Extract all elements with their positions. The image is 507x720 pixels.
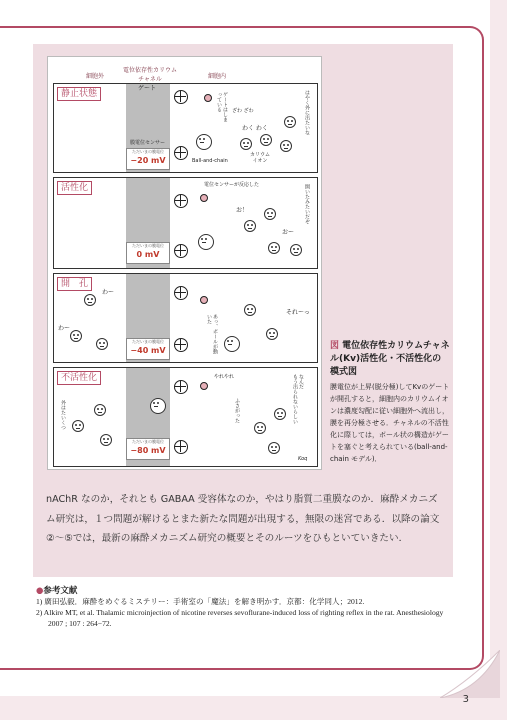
panel-label-resting: 静止状態 bbox=[57, 87, 101, 101]
k-ion-icon bbox=[70, 330, 82, 342]
gate-wheel-icon bbox=[174, 194, 188, 208]
references-section bbox=[36, 584, 456, 629]
references-heading-text: 参考文献 bbox=[43, 586, 78, 596]
k-ion-icon bbox=[266, 328, 278, 340]
k-ion-icon bbox=[240, 138, 252, 150]
note-ball-moved: あっ、ボールが動いた bbox=[206, 314, 218, 354]
voltage-caption: ただいまの膜電位 bbox=[132, 339, 164, 344]
panel-inactivated bbox=[53, 367, 318, 467]
note-yareyare: やれやれ bbox=[214, 374, 235, 380]
k-ion-icon bbox=[100, 434, 112, 446]
voltage-caption: ただいまの膜電位 bbox=[132, 149, 164, 154]
voltage-value: −40 mV bbox=[130, 346, 166, 355]
note-potassium: カリウム イオン bbox=[250, 152, 270, 164]
caption-title bbox=[330, 340, 450, 379]
panel-resting bbox=[53, 83, 318, 173]
col-outside-label: 細胞外 bbox=[86, 73, 105, 80]
panel-label-open: 開 孔 bbox=[57, 277, 92, 291]
note-opened: 開いたみたいだぞ bbox=[304, 184, 310, 224]
voltage-value: 0 mV bbox=[136, 250, 160, 259]
caption-mark: 図 bbox=[330, 341, 340, 351]
ball-face-icon bbox=[224, 336, 240, 352]
note-sore: それーっ bbox=[286, 309, 310, 316]
voltage-box bbox=[126, 338, 170, 360]
gatekeeper-icon bbox=[200, 296, 208, 304]
artist-signature: Koq bbox=[298, 456, 308, 462]
page-number: 3 bbox=[462, 694, 469, 705]
k-ion-icon bbox=[268, 442, 280, 454]
note-outside-boring: 外はたいくつ bbox=[60, 400, 66, 430]
reference-item: 2) Alkire MT, et al. Thalamic microinjection of nicotine reverses sevoflurane-induced loss of righting reflex in the rat. Anesthesiology 2007 ; 107 : 264−72. bbox=[36, 608, 444, 628]
k-ion-icon bbox=[284, 116, 296, 128]
ball-face-icon bbox=[198, 234, 214, 250]
ball-chain-label: Ball-and-chain bbox=[192, 158, 228, 164]
gatekeeper-icon bbox=[200, 194, 208, 202]
voltage-box bbox=[126, 438, 170, 460]
note-wah-1: わー bbox=[102, 289, 115, 296]
figure-illustration bbox=[47, 56, 322, 470]
k-ion-icon bbox=[268, 242, 280, 254]
note-ooh: おー bbox=[282, 229, 295, 236]
figure-caption bbox=[330, 340, 450, 465]
note-gate-closed: ゲートはしまっている bbox=[216, 92, 228, 122]
gate-wheel-icon bbox=[174, 90, 188, 104]
references-heading bbox=[36, 584, 456, 596]
ball-face-icon bbox=[196, 134, 212, 150]
panel-label-inactivated: 不活性化 bbox=[57, 371, 101, 385]
k-ion-icon bbox=[244, 220, 256, 232]
note-wah-2: わー bbox=[58, 325, 71, 332]
k-ion-icon bbox=[280, 140, 292, 152]
sensor-coil-icon bbox=[174, 440, 188, 454]
k-ion-icon bbox=[264, 208, 276, 220]
reference-item: 1) 廣田弘毅．麻酔をめぐるミステリー：手術室の「魔法」を解き明かす．京都：化学同人；2012. bbox=[36, 597, 365, 606]
k-ion-icon bbox=[96, 338, 108, 350]
col-channel-label: 電位依存性カリウム チャネル bbox=[123, 67, 177, 83]
col-inside-label: 細胞内 bbox=[208, 73, 227, 80]
bullet-icon: ● bbox=[36, 586, 44, 596]
panel-open bbox=[53, 273, 318, 363]
voltage-box bbox=[126, 148, 170, 170]
k-ion-icon bbox=[84, 294, 96, 306]
note-blocked: ふさがった bbox=[234, 398, 240, 423]
sensor-coil-icon bbox=[174, 244, 188, 258]
k-ion-icon bbox=[254, 422, 266, 434]
sensor-coil-icon bbox=[174, 146, 188, 160]
k-ion-icon bbox=[94, 404, 106, 416]
page-curl-icon bbox=[440, 650, 500, 698]
k-ion-icon bbox=[72, 420, 84, 432]
main-paragraph: nAChR なのか，それとも GABAA 受容体なのか，やはり脂質二重膜なのか．麻酔メカニズム研究は，１つ問題が解けるとまた新たな問題が出現する，無限の迷宮である．以降の論文②〜⑤では，最新の麻酔メカニズム研究の概要とそのルーツをひもといていきたい． bbox=[46, 494, 440, 544]
gate-label: ゲート bbox=[138, 85, 157, 92]
voltage-caption: ただいまの膜電位 bbox=[132, 439, 164, 444]
voltage-value: −80 mV bbox=[130, 446, 166, 455]
sensor-label: 膜電位センサー bbox=[130, 140, 166, 146]
note-zawa: ざわ ざわ bbox=[232, 108, 254, 114]
sensor-coil-icon bbox=[174, 338, 188, 352]
gate-wheel-icon bbox=[174, 286, 188, 300]
gatekeeper-icon bbox=[204, 94, 212, 102]
note-sensor-reacted: 電位センサーが反応した bbox=[204, 182, 260, 188]
k-ion-icon bbox=[290, 244, 302, 256]
panel-label-activated: 活性化 bbox=[57, 181, 92, 195]
note-want-out: はやく外に出たいな bbox=[304, 90, 310, 135]
panel-activated bbox=[53, 177, 318, 269]
voltage-caption: ただいまの膜電位 bbox=[132, 243, 164, 248]
gatekeeper-icon bbox=[200, 382, 208, 390]
k-ion-icon bbox=[260, 134, 272, 146]
caption-title-text: 電位依存性カリウムチャネル(Kv)活性化・不活性化の模式図 bbox=[330, 341, 450, 377]
voltage-box bbox=[126, 242, 170, 264]
note-waku: わく わく bbox=[242, 125, 268, 132]
gate-wheel-icon bbox=[174, 380, 188, 394]
k-ion-icon bbox=[274, 408, 286, 420]
note-cant-exit: なんだ もう出られないらしい bbox=[292, 374, 304, 424]
caption-body: 膜電位が上昇(脱分極)してKvのゲートが開孔すると，細胞内のカリウムイオンは濃度勾配に従い細胞外へ流出し，膜を再分極させる．チャネルの不活性化に際しては，ボール状の構造がゲートを塞ぐと考えられている(ball-and-chain モデル)． bbox=[330, 383, 450, 463]
k-ion-icon bbox=[244, 304, 256, 316]
voltage-value: −20 mV bbox=[130, 156, 166, 165]
ball-blocking-icon bbox=[150, 398, 166, 414]
note-oh: お！ bbox=[236, 207, 249, 214]
